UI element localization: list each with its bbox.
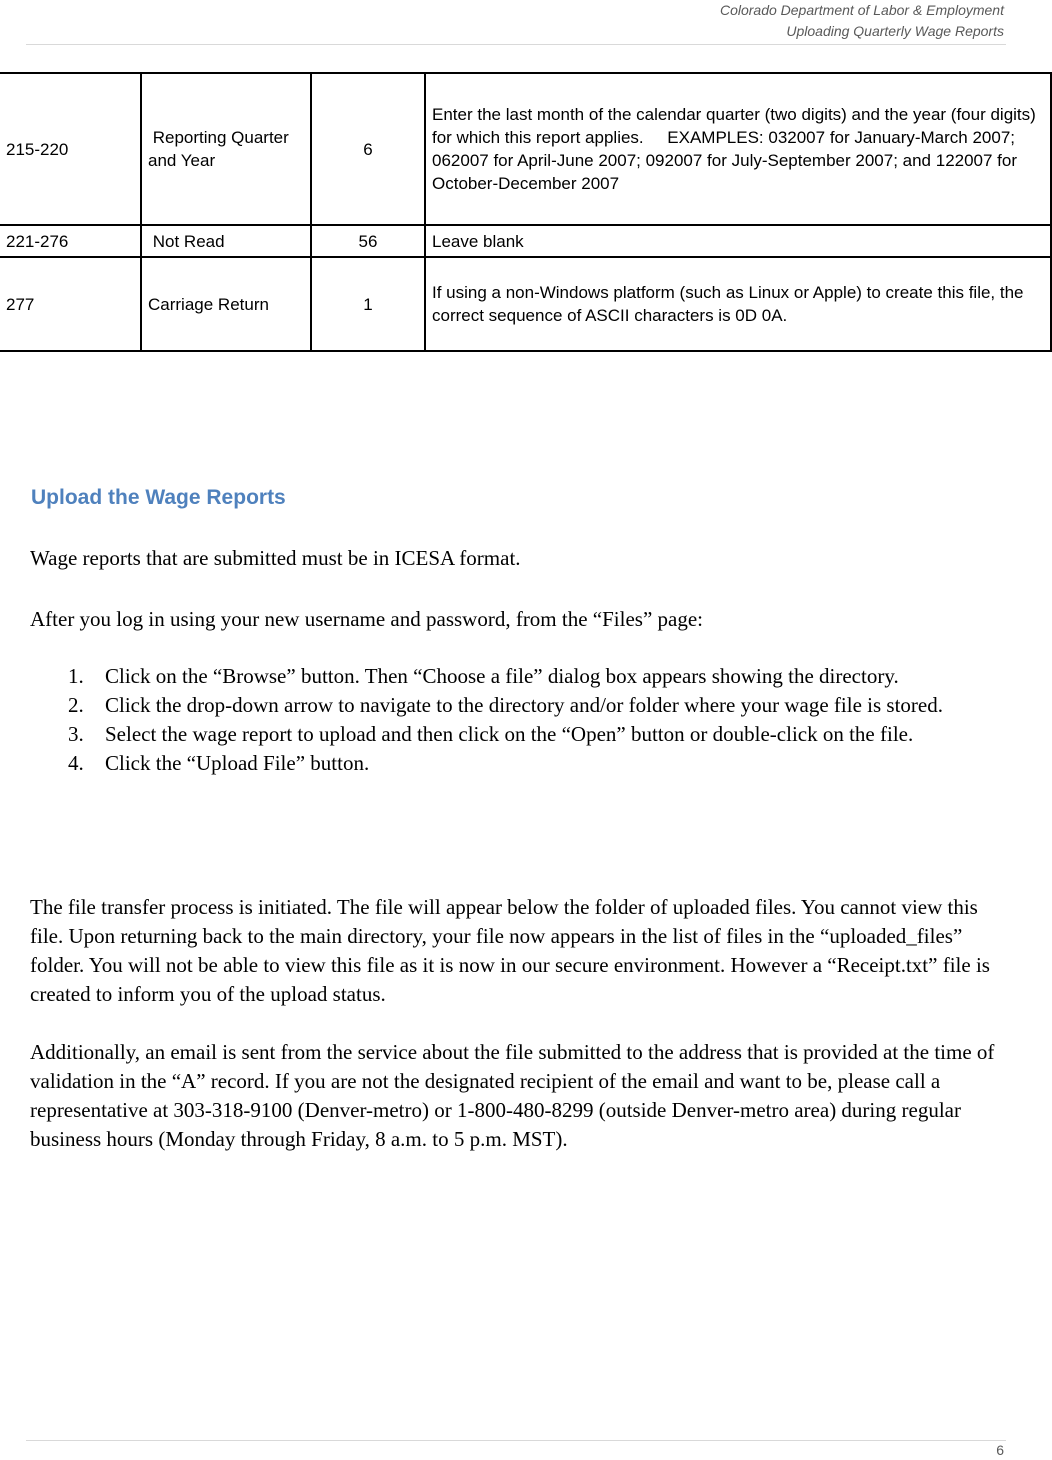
list-item (30, 662, 1005, 691)
field-length: 56 (311, 225, 425, 257)
transfer-paragraph: The file transfer process is initiated. The file will appear below the folder of uploaded files. You cannot view this file. Upon returning back to the main directory, your file now appears in the list of files in the “uploaded_files” folder. You will not be able to view this file as it is now in our secure environment. However a “Receipt.txt” file is created to inform you of the upload status. (30, 895, 990, 1006)
field-name: Not Read (141, 225, 311, 257)
list-item (30, 691, 1005, 720)
header-document-title: Uploading Quarterly Wage Reports (786, 23, 1004, 39)
header-divider (26, 44, 1006, 45)
field-description: If using a non-Windows platform (such as Linux or Apple) to create this file, the correct sequence of ASCII characters is 0D 0A. (425, 257, 1051, 351)
intro-paragraph: Wage reports that are submitted must be in ICESA format. (30, 546, 521, 570)
field-name: Reporting Quarter and Year (141, 73, 311, 225)
footer-divider (26, 1440, 1006, 1441)
field-description: Enter the last month of the calendar quarter (two digits) and the year (four digits) for which this report applies. EXAMPLES: 032007 for January-March 2007; 062007 for April-June 2007; 092007 for July-September 2007; and 122007 for October-December 2007 (425, 73, 1051, 225)
instructions-lead: After you log in using your new username and password, from the “Files” page: (30, 607, 704, 631)
step-text: Click the “Upload File” button. (105, 751, 370, 775)
header-organization: Colorado Department of Labor & Employment (719, 2, 1004, 18)
step-text: Select the wage report to upload and then click on the “Open” button or double-click on the file. (105, 722, 914, 746)
record-layout-table (0, 72, 1052, 352)
page-header (720, 0, 1004, 42)
page-number: 6 (996, 1442, 1004, 1458)
upload-steps-list (30, 662, 1005, 778)
email-paragraph: Additionally, an email is sent from the service about the file submitted to the address that is provided at the time of validation in the “A” record. If you are not the designated recipient of the email and want to be, please call a representative at 303-318-9100 (Denver-metro) or 1-800-480-8299 (outside Denver-metro area) during regular business hours (Monday through Friday, 8 a.m. to 5 p.m. MST). (30, 1040, 995, 1151)
list-item (30, 720, 1005, 749)
field-length: 1 (311, 257, 425, 351)
step-number: 4. (68, 751, 84, 775)
field-position: 277 (0, 257, 141, 351)
list-item (30, 749, 1005, 778)
step-number: 1. (68, 664, 84, 688)
step-text: Click the drop-down arrow to navigate to the directory and/or folder where your wage file is stored. (105, 693, 943, 717)
section-heading: Upload the Wage Reports (31, 486, 286, 509)
step-text: Click on the “Browse” button. Then “Choose a file” dialog box appears showing the directory. (105, 664, 899, 688)
field-position: 221-276 (0, 225, 141, 257)
table-row (0, 257, 1051, 351)
field-name: Carriage Return (141, 257, 311, 351)
table-row (0, 73, 1051, 225)
step-number: 3. (68, 722, 84, 746)
step-number: 2. (68, 693, 84, 717)
field-description: Leave blank (425, 225, 1051, 257)
table-row (0, 225, 1051, 257)
field-length: 6 (311, 73, 425, 225)
field-position: 215-220 (0, 73, 141, 225)
